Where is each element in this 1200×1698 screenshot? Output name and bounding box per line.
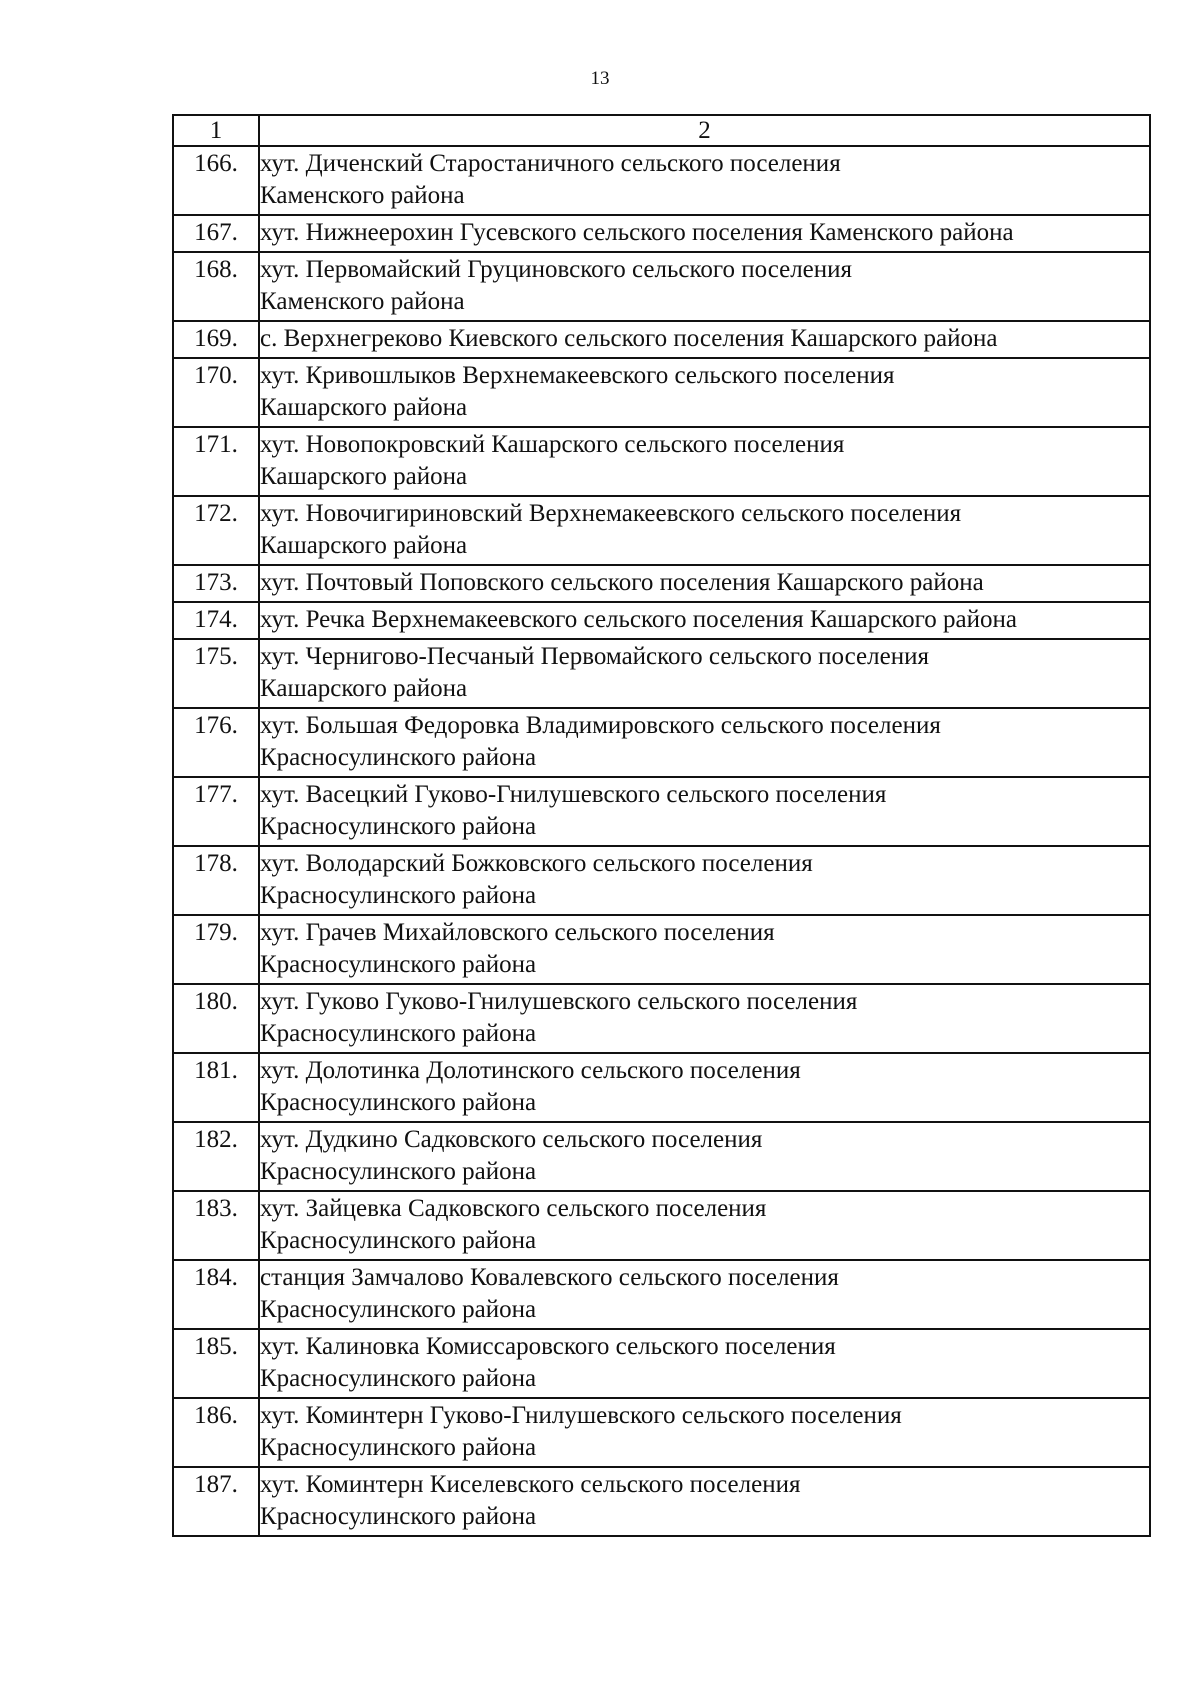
table-row xyxy=(173,496,1150,565)
settlement-name-line: Красносулинского района xyxy=(260,1503,537,1530)
settlement-name-line: хут. Володарский Божковского сельского поселения xyxy=(260,850,813,877)
table-row xyxy=(173,777,1150,846)
settlement-name-line: хут. Речка Верхнемакеевского сельского поселения Кашарского района xyxy=(260,606,1017,633)
table-row xyxy=(173,252,1150,321)
settlement-name-cell xyxy=(259,215,1150,252)
settlement-name-line: хут. Дудкино Садковского сельского поселения xyxy=(260,1126,763,1153)
table-row xyxy=(173,639,1150,708)
row-number: 168. xyxy=(173,252,259,321)
settlement-name-cell xyxy=(259,1329,1150,1398)
row-number: 182. xyxy=(173,1122,259,1191)
settlement-name-line: хут. Долотинка Долотинского сельского поселения xyxy=(260,1057,801,1084)
row-number: 176. xyxy=(173,708,259,777)
settlement-name-cell xyxy=(259,1191,1150,1260)
settlement-name-line: хут. Гуково Гуково-Гнилушевского сельского поселения xyxy=(260,988,858,1015)
settlement-name-line: хут. Диченский Старостаничного сельского поселения xyxy=(260,150,841,177)
settlement-name-line: Красносулинского района xyxy=(260,1227,537,1254)
table-row xyxy=(173,1398,1150,1467)
row-number: 186. xyxy=(173,1398,259,1467)
row-number: 175. xyxy=(173,639,259,708)
settlement-name-line: хут. Коминтерн Гуково-Гнилушевского сельского поселения xyxy=(260,1402,902,1429)
row-number: 174. xyxy=(173,602,259,639)
row-number: 180. xyxy=(173,984,259,1053)
settlement-name-line: с. Верхнегреково Киевского сельского поселения Кашарского района xyxy=(260,325,998,352)
settlement-name-line: хут. Коминтерн Киселевского сельского поселения xyxy=(260,1471,801,1498)
table-row xyxy=(173,1191,1150,1260)
table-row xyxy=(173,146,1150,215)
settlement-name-cell xyxy=(259,984,1150,1053)
row-number: 178. xyxy=(173,846,259,915)
settlement-name-line: Красносулинского района xyxy=(260,1296,537,1323)
settlement-name-line: Красносулинского района xyxy=(260,1158,537,1185)
settlement-name-line: хут. Новопокровский Кашарского сельского поселения xyxy=(260,431,845,458)
row-number: 169. xyxy=(173,321,259,358)
settlement-name-cell xyxy=(259,427,1150,496)
settlement-name-line: Красносулинского района xyxy=(260,744,537,771)
row-number: 173. xyxy=(173,565,259,602)
row-number: 181. xyxy=(173,1053,259,1122)
settlement-name-cell xyxy=(259,1398,1150,1467)
settlement-name-line: хут. Чернигово-Песчаный Первомайского сельского поселения xyxy=(260,643,929,670)
settlement-name-line: Красносулинского района xyxy=(260,1020,537,1047)
settlement-name-line: Каменского района xyxy=(260,288,465,315)
table-row xyxy=(173,1122,1150,1191)
settlement-name-cell xyxy=(259,602,1150,639)
row-number: 170. xyxy=(173,358,259,427)
settlement-name-cell xyxy=(259,321,1150,358)
settlement-name-cell xyxy=(259,1260,1150,1329)
row-number: 171. xyxy=(173,427,259,496)
table-row xyxy=(173,846,1150,915)
table-row xyxy=(173,1053,1150,1122)
row-number: 183. xyxy=(173,1191,259,1260)
settlement-name-cell xyxy=(259,639,1150,708)
settlement-name-line: Красносулинского района xyxy=(260,1434,537,1461)
settlement-name-cell xyxy=(259,1122,1150,1191)
row-number: 185. xyxy=(173,1329,259,1398)
settlement-name-line: Красносулинского района xyxy=(260,1089,537,1116)
settlement-name-cell xyxy=(259,708,1150,777)
table-row xyxy=(173,984,1150,1053)
settlement-name-line: хут. Нижнеерохин Гусевского сельского поселения Каменского района xyxy=(260,219,1014,246)
table-row xyxy=(173,565,1150,602)
row-number: 167. xyxy=(173,215,259,252)
settlement-name-line: хут. Калиновка Комиссаровского сельского поселения xyxy=(260,1333,836,1360)
settlement-name-line: Красносулинского района xyxy=(260,882,537,909)
settlement-name-line: Кашарского района xyxy=(260,675,468,702)
table-row xyxy=(173,708,1150,777)
settlement-name-line: Каменского района xyxy=(260,182,465,209)
settlement-name-cell xyxy=(259,915,1150,984)
settlement-name-cell xyxy=(259,1467,1150,1536)
settlement-name-line: Кашарского района xyxy=(260,463,468,490)
settlement-name-line: станция Замчалово Ковалевского сельского поселения xyxy=(260,1264,839,1291)
settlement-name-line: хут. Зайцевка Садковского сельского поселения xyxy=(260,1195,767,1222)
settlement-name-line: хут. Васецкий Гуково-Гнилушевского сельского поселения xyxy=(260,781,887,808)
table-row xyxy=(173,1467,1150,1536)
row-number: 166. xyxy=(173,146,259,215)
table-row xyxy=(173,215,1150,252)
table-row xyxy=(173,1260,1150,1329)
table-row xyxy=(173,602,1150,639)
settlement-name-line: Красносулинского района xyxy=(260,951,537,978)
settlement-name-line: хут. Новочигириновский Верхнемакеевского сельского поселения xyxy=(260,500,962,527)
table-row xyxy=(173,915,1150,984)
page-number: 13 xyxy=(590,68,610,89)
row-number: 172. xyxy=(173,496,259,565)
table-row xyxy=(173,427,1150,496)
settlement-name-line: Красносулинского района xyxy=(260,1365,537,1392)
row-number: 184. xyxy=(173,1260,259,1329)
settlement-name-line: хут. Грачев Михайловского сельского поселения xyxy=(260,919,775,946)
settlement-name-cell xyxy=(259,252,1150,321)
row-number: 177. xyxy=(173,777,259,846)
settlement-name-line: Кашарского района xyxy=(260,394,468,421)
settlement-name-cell xyxy=(259,777,1150,846)
row-number: 179. xyxy=(173,915,259,984)
row-number: 187. xyxy=(173,1467,259,1536)
table-header-row xyxy=(173,115,1150,146)
column-header-number: 1 xyxy=(173,115,259,146)
table-row xyxy=(173,321,1150,358)
settlement-name-cell xyxy=(259,1053,1150,1122)
settlement-name-cell xyxy=(259,846,1150,915)
settlement-name-line: хут. Кривошлыков Верхнемакеевского сельского поселения xyxy=(260,362,895,389)
settlement-name-cell xyxy=(259,565,1150,602)
settlements-table xyxy=(172,114,1151,1537)
settlement-name-line: хут. Почтовый Поповского сельского поселения Кашарского района xyxy=(260,569,984,596)
settlement-name-line: хут. Первомайский Груциновского сельского поселения xyxy=(260,256,853,283)
settlement-name-cell xyxy=(259,358,1150,427)
settlement-name-line: Кашарского района xyxy=(260,532,468,559)
column-header-name: 2 xyxy=(259,115,1150,146)
settlement-name-line: Красносулинского района xyxy=(260,813,537,840)
settlement-name-line: хут. Большая Федоровка Владимировского сельского поселения xyxy=(260,712,941,739)
settlement-name-cell xyxy=(259,146,1150,215)
table-row xyxy=(173,358,1150,427)
table-row xyxy=(173,1329,1150,1398)
settlement-name-cell xyxy=(259,496,1150,565)
